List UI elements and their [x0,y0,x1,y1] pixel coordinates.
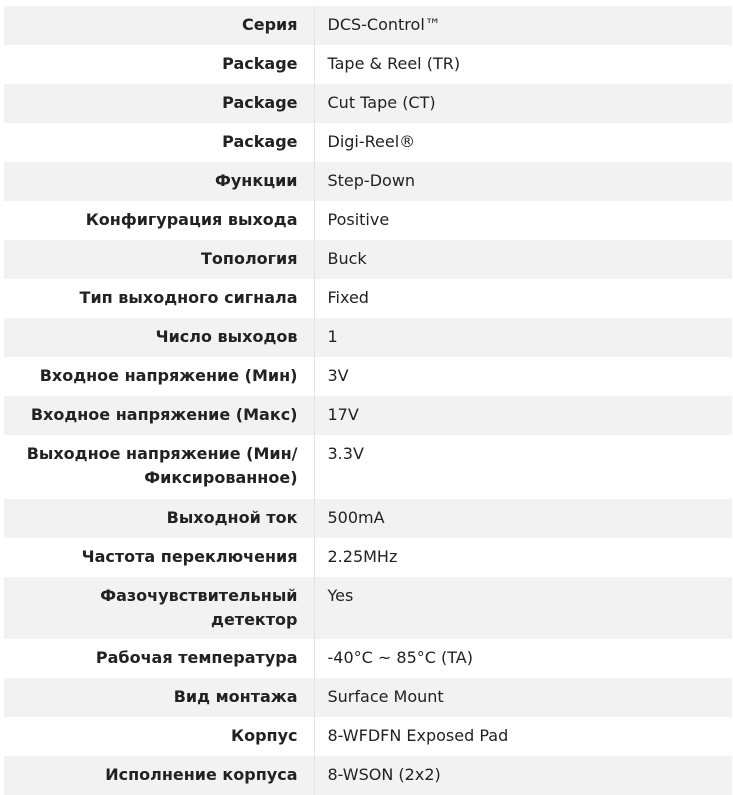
spec-label: Входное напряжение (Макс) [4,396,314,435]
table-row [4,123,732,162]
spec-value: Cut Tape (CT) [314,84,732,123]
spec-value: 1 [314,318,732,357]
spec-value: Buck [314,240,732,279]
spec-value: 3.3V [314,435,732,499]
table-row [4,577,732,639]
spec-value: 3V [314,357,732,396]
spec-label: Топология [4,240,314,279]
spec-label: Исполнение корпуса [4,756,314,795]
spec-label: Рабочая температура [4,639,314,678]
spec-label: Конфигурация выхода [4,201,314,240]
spec-value: -40°C ~ 85°C (TA) [314,639,732,678]
spec-label: Серия [4,6,314,45]
spec-value: DCS-Control™ [314,6,732,45]
spec-value: 8-WFDFN Exposed Pad [314,717,732,756]
spec-value: Yes [314,577,732,639]
spec-label: Функции [4,162,314,201]
spec-label: Вид монтажа [4,678,314,717]
spec-label: Выходной ток [4,499,314,538]
table-row [4,499,732,538]
table-row [4,538,732,577]
spec-label: Package [4,123,314,162]
spec-label: Тип выходного сигнала [4,279,314,318]
table-row [4,318,732,357]
spec-label: Частота переключения [4,538,314,577]
spec-value: Fixed [314,279,732,318]
table-row [4,435,732,499]
table-row [4,357,732,396]
spec-value: 8-WSON (2x2) [314,756,732,795]
table-row [4,396,732,435]
spec-label: Package [4,84,314,123]
table-row [4,201,732,240]
table-row [4,756,732,795]
spec-label: Фазочувствительный детектор [4,577,314,639]
spec-value: Digi-Reel® [314,123,732,162]
spec-value: Step-Down [314,162,732,201]
table-row [4,45,732,84]
table-row [4,6,732,45]
table-row [4,717,732,756]
spec-value: Positive [314,201,732,240]
table-row [4,84,732,123]
spec-label: Корпус [4,717,314,756]
spec-value: Tape & Reel (TR) [314,45,732,84]
table-row [4,279,732,318]
spec-label: Выходное напряжение (Мин/ Фиксированное) [4,435,314,499]
spec-table [4,6,732,795]
table-row [4,240,732,279]
table-row [4,162,732,201]
spec-value: 2.25MHz [314,538,732,577]
spec-label: Входное напряжение (Мин) [4,357,314,396]
table-row [4,639,732,678]
spec-label: Package [4,45,314,84]
spec-label: Число выходов [4,318,314,357]
spec-value: 500mA [314,499,732,538]
spec-value: Surface Mount [314,678,732,717]
spec-value: 17V [314,396,732,435]
table-row [4,678,732,717]
